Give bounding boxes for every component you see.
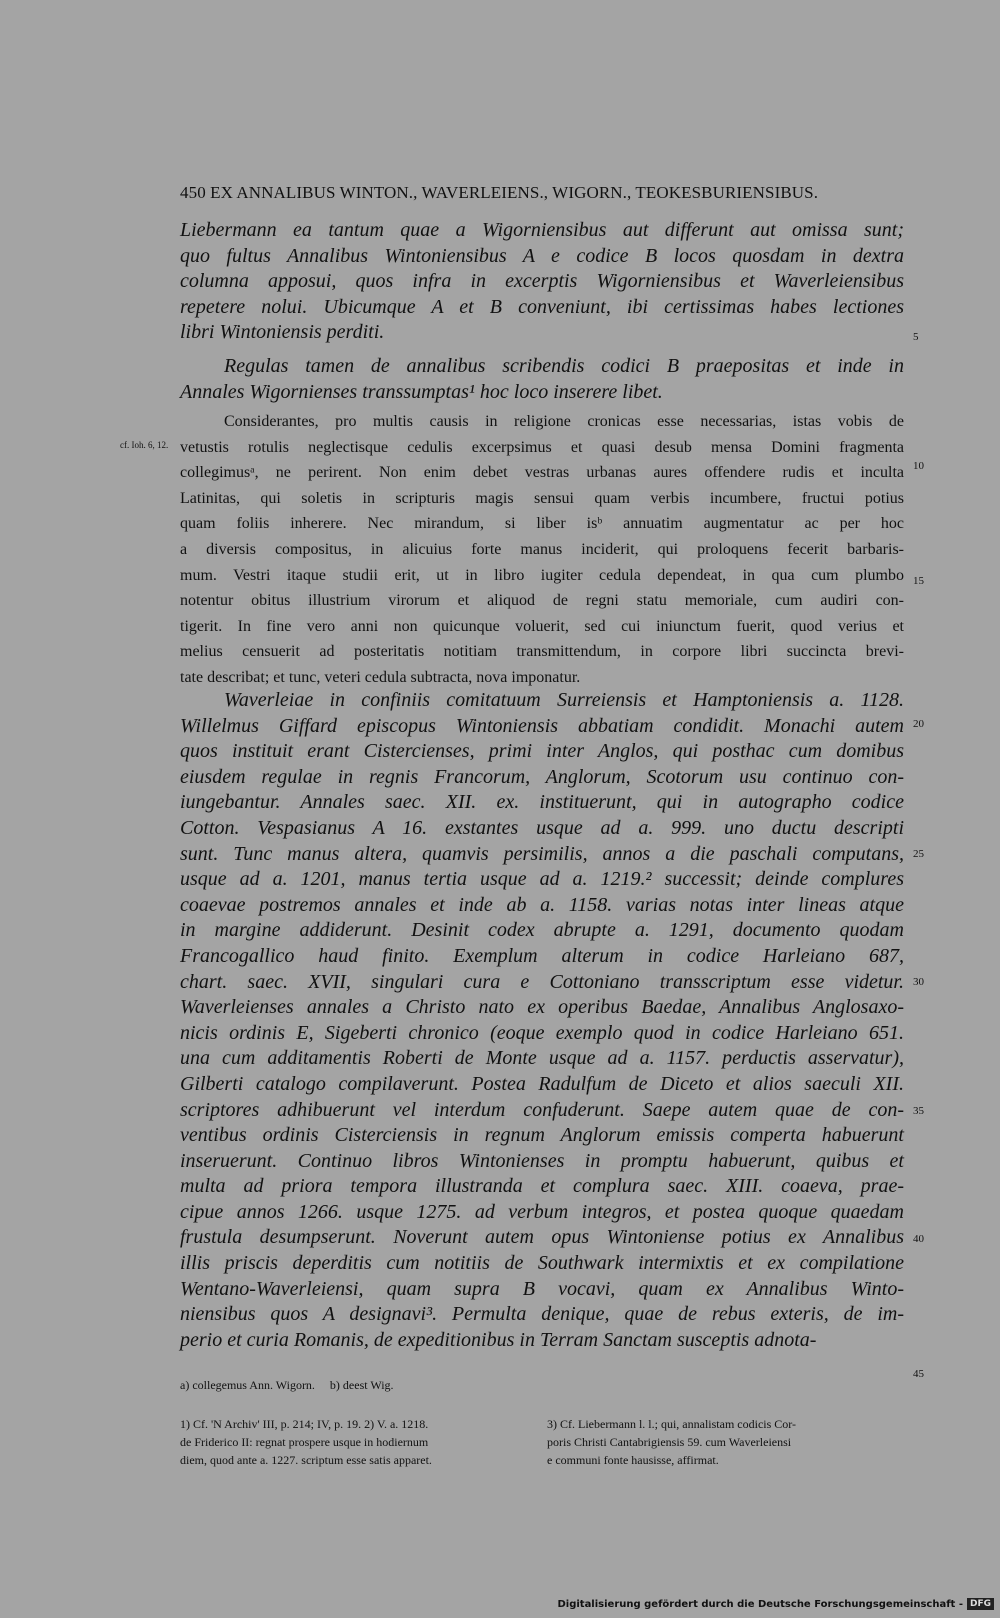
text-line: Annales Wigornienses transsumptas¹ hoc loco inserere libet. bbox=[180, 380, 663, 403]
text-line: notentur obitus illustrium virorum et aliquod de regni statu memoriale, cum audiri con- bbox=[180, 592, 904, 610]
main-paragraph bbox=[180, 688, 904, 1353]
text-line: illis priscis deperditis cum notitiis de Southwark intermixtis et ex compilatione bbox=[180, 1252, 904, 1275]
text-line: multa ad priora tempora illustranda et complura saec. XIII. coaeva, prae- bbox=[180, 1175, 904, 1198]
running-header: 450 EX ANNALIBUS WINTON., WAVERLEIENS., WIGORN., TEOKESBURIENSIBUS. bbox=[180, 183, 819, 202]
line-number: 25 bbox=[913, 848, 924, 860]
text-line: Cotton. Vespasianus A 16. exstantes usque ad a. 999. uno ductu descripti bbox=[180, 816, 904, 839]
text-line: niensibus quos A designavi³. Permulta denique, quae de rebus exteris, de im- bbox=[180, 1303, 904, 1326]
text-line: frustula desumpserunt. Noverunt autem opus Wintoniense potius ex Annalibus bbox=[180, 1226, 904, 1249]
line-number: 45 bbox=[913, 1368, 924, 1380]
footer-credit bbox=[557, 1598, 994, 1610]
text-line: Liebermann ea tantum quae a Wigorniensibus aut differunt aut omissa sunt; bbox=[180, 219, 904, 241]
text-line: Gilberti catalogo compilaverunt. Postea Radulfum de Diceto et alios saeculi XII. bbox=[180, 1072, 904, 1095]
footnotes-left bbox=[180, 1415, 432, 1469]
text-line: nicis ordinis E, Sigeberti chronico (eoque exemplo quod in codice Harleiano 651. bbox=[180, 1021, 904, 1044]
text-line: Willelmus Giffard episcopus Wintoniensis abbatiam condidit. Monachi autem bbox=[180, 714, 904, 737]
text-line: tigerit. In fine vero anni non quicunque voluerit, sed cui iniunctum fuerit, quod verius et bbox=[180, 617, 904, 635]
line-number: 30 bbox=[913, 976, 924, 988]
text-line: cipue annos 1266. usque 1275. ad verbum integros, et postea quoque quaedam bbox=[180, 1200, 904, 1223]
footnote-line: poris Christi Cantabrigiensis 59. cum Waverleiensi bbox=[547, 1435, 792, 1449]
text-line: Regulas tamen de annalibus scribendis codici B praepositas et inde in bbox=[224, 355, 904, 377]
text-line: Francogallico haud finito. Exemplum alterum in codice Harleiano 687, bbox=[180, 944, 904, 967]
line-number: 20 bbox=[913, 718, 924, 730]
text-line: melius censuerit ad posteritatis notitiam transmittendum, in corpore libri succincta brevi- bbox=[180, 643, 904, 661]
text-line: repetere nolui. Ubicumque A et B conveniunt, ibi certissimas habes lectiones bbox=[180, 295, 904, 318]
text-line: a diversis compositus, in alicuius forte manus inciderit, qui proloquens fecerit barbaris- bbox=[180, 540, 904, 558]
footnote-line: diem, quod ante a. 1227. scriptum esse satis apparet. bbox=[180, 1453, 432, 1467]
intro-paragraph bbox=[180, 218, 904, 346]
footnotes-right bbox=[547, 1415, 796, 1469]
text-line: iungebantur. Annales saec. XII. ex. instituerunt, qui in autographo codice bbox=[180, 791, 904, 814]
text-line: ventibus ordinis Cisterciensis in regnum Anglorum emissis comperta habuerunt bbox=[180, 1124, 904, 1147]
footnote-line: de Friderico II: regnat prospere usque in hodiernum bbox=[180, 1435, 429, 1449]
text-line: Wentano-Waverleiensi, quam supra B vocavi, quam ex Annalibus Winto- bbox=[180, 1277, 904, 1300]
text-line: Latinitas, qui soletis in scripturis magis sensui quam verbis incumbere, fructui potius bbox=[180, 489, 904, 507]
prologue-text bbox=[180, 409, 904, 691]
text-line: quam foliis inherere. Nec mirandum, si liber isᵇ annuatim augmentatur ac per hoc bbox=[180, 515, 904, 533]
text-line: inseruerunt. Continuo libros Wintonienses in promptu habuerunt, quibus et bbox=[180, 1149, 904, 1172]
text-line: tate describat; et tunc, veteri cedula subtracta, nova imponatur. bbox=[180, 668, 581, 686]
text-line: in margine addiderunt. Desinit codex abrupte a. 1291, documento quodam bbox=[180, 919, 904, 942]
text-line: quo fultus Annalibus Wintoniensibus A e codice B locos quosdam in dextra bbox=[180, 244, 904, 267]
line-number: 5 bbox=[913, 331, 919, 343]
text-line: chart. saec. XVII, singulari cura e Cottoniano transscriptum esse videtur. bbox=[180, 970, 904, 993]
text-line: perio et curia Romanis, de expeditionibus in Terram Sanctam susceptis adnota- bbox=[180, 1328, 817, 1351]
footnote-line: 1) Cf. 'N Archiv' III, p. 214; IV, p. 19. 2) V. a. 1218. bbox=[180, 1417, 429, 1431]
line-number: 35 bbox=[913, 1105, 924, 1117]
text-line: libri Wintoniensis perditi. bbox=[180, 321, 385, 344]
line-number: 40 bbox=[913, 1233, 924, 1245]
footnote-letters: a) collegemus Ann. Wigorn. b) deest Wig. bbox=[180, 1378, 394, 1392]
line-number: 15 bbox=[913, 575, 924, 587]
text-line: eiusdem regulae in regnis Francorum, Anglorum, Scotorum usu continuo con- bbox=[180, 765, 904, 788]
text-line: vetustis rotulis neglectisque cedulis excerpsimus et quasi desub mensa Domini fragmenta bbox=[180, 438, 904, 456]
footnote-line: e communi fonte hausisse, affirmat. bbox=[547, 1453, 719, 1467]
line-number: 10 bbox=[913, 460, 924, 472]
text-line: mum. Vestri itaque studii erit, ut in libro iugiter cedula dependeat, in qua cum plumbo bbox=[180, 566, 904, 584]
regulas-paragraph bbox=[180, 354, 904, 405]
text-line: scriptores adhibuerunt vel interdum confuderunt. Saepe autem quae de con- bbox=[180, 1098, 904, 1121]
text-line: una cum additamentis Roberti de Monte usque ad a. 1157. perductis asservatur), bbox=[180, 1047, 904, 1070]
text-line: columna apposui, quos infra in excerptis Wigorniensibus et Waverleiensibus bbox=[180, 270, 904, 293]
footer-text: Digitalisierung gefördert durch die Deutsche Forschungsgemeinschaft - bbox=[557, 1598, 963, 1610]
footnote-line: 3) Cf. Liebermann l. l.; qui, annalistam codicis Cor- bbox=[547, 1417, 797, 1431]
text-line: collegimusᵃ, ne perirent. Non enim debet vestras urbanas aures offendere rudis et inculta bbox=[180, 464, 904, 482]
margin-reference: cf. Ioh. 6, 12. bbox=[120, 440, 169, 450]
text-line: Considerantes, pro multis causis in religione cronicas esse necessarias, istas vobis de bbox=[224, 413, 904, 430]
text-line: Waverleienses annales a Christo nato ex operibus Baedae, Annalibus Anglosaxo- bbox=[180, 996, 904, 1019]
text-line: Waverleiae in confiniis comitatuum Surreiensis et Hamptoniensis a. 1128. bbox=[224, 689, 904, 711]
text-line: usque ad a. 1201, manus tertia usque ad a. 1219.² successit; deinde complures bbox=[180, 868, 904, 891]
text-line: coaevae postremos annales et inde ab a. 1158. varias notas inter lineas atque bbox=[180, 893, 904, 916]
dfg-logo: DFG bbox=[967, 1598, 994, 1610]
text-line: quos instituit erant Cistercienses, primi inter Anglos, qui posthac cum domibus bbox=[180, 740, 904, 763]
text-line: sunt. Tunc manus altera, quamvis persimilis, annos a die paschali computans, bbox=[180, 842, 904, 865]
